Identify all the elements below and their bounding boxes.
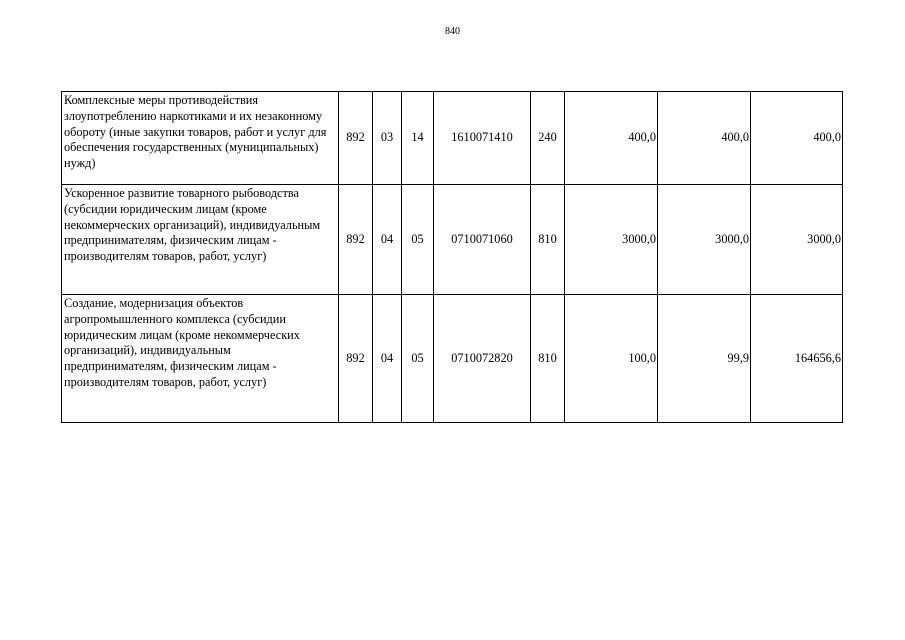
- budget-table: [61, 91, 843, 423]
- section-code: 04: [373, 185, 402, 295]
- target-article-code: 1610071410: [434, 92, 531, 185]
- row-description: Создание, модернизация объектов агропромышленного комплекса (субсидии юридическим лицам (кроме некоммерческих организаций), индивидуальным предпринимателям, физическим лицам - производителям товаров, работ, услуг): [62, 295, 339, 423]
- table-row: [62, 185, 843, 295]
- subsection-code: 14: [402, 92, 434, 185]
- ministry-code: 892: [339, 185, 373, 295]
- row-description: Ускоренное развитие товарного рыбоводства (субсидии юридическим лицам (кроме некоммерческих организаций), индивидуальным предпринимателям, физическим лицам - производителям товаров, работ, услуг): [62, 185, 339, 295]
- amount-1: 400,0: [565, 92, 658, 185]
- section-code: 04: [373, 295, 402, 423]
- expense-type-code: 810: [531, 185, 565, 295]
- target-article-code: 0710071060: [434, 185, 531, 295]
- expense-type-code: 810: [531, 295, 565, 423]
- page-number: 840: [445, 26, 460, 37]
- table-row: [62, 295, 843, 423]
- amount-1: 100,0: [565, 295, 658, 423]
- target-article-code: 0710072820: [434, 295, 531, 423]
- amount-3: 3000,0: [751, 185, 843, 295]
- section-code: 03: [373, 92, 402, 185]
- table-row: [62, 92, 843, 185]
- amount-2: 3000,0: [658, 185, 751, 295]
- amount-2: 400,0: [658, 92, 751, 185]
- amount-1: 3000,0: [565, 185, 658, 295]
- ministry-code: 892: [339, 92, 373, 185]
- ministry-code: 892: [339, 295, 373, 423]
- expense-type-code: 240: [531, 92, 565, 185]
- amount-3: 164656,6: [751, 295, 843, 423]
- subsection-code: 05: [402, 185, 434, 295]
- amount-2: 99,9: [658, 295, 751, 423]
- row-description: Комплексные меры противодействия злоупотреблению наркотиками и их незаконному обороту (иные закупки товаров, работ и услуг для обеспечения государственных (муниципальных) нужд): [62, 92, 339, 185]
- subsection-code: 05: [402, 295, 434, 423]
- amount-3: 400,0: [751, 92, 843, 185]
